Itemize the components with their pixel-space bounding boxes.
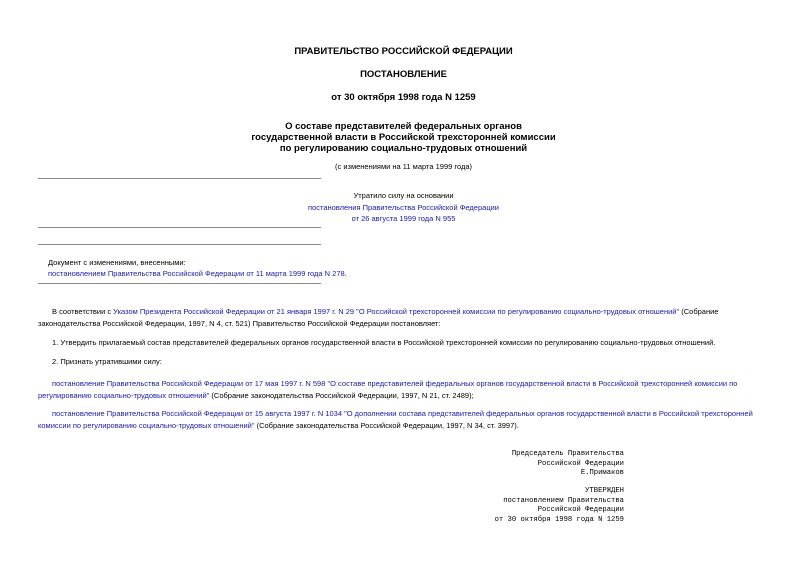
document-title <box>0 121 807 154</box>
title-line-2: государственной власти в Российской трехсторонней комиссии <box>251 132 556 143</box>
repeal-link-date[interactable]: от 26 августа 1999 года N 955 <box>351 214 456 223</box>
repeal-label: Утратило силу на основании <box>353 191 454 200</box>
paragraph-preamble <box>38 306 768 330</box>
divider-line <box>38 227 321 228</box>
preamble-suffix: (Собрание законодательства Российской Федерации, 1997, N 4, ст. 521) Правительство Российской Федерации постановляет: <box>38 307 719 328</box>
changes-block <box>48 257 347 279</box>
signature-country: Российской Федерации <box>537 459 624 468</box>
decree-link[interactable]: Указом Президента Российской Федерации от 21 января 1997 г. N 29 "О Российской трехсторонней комиссии по регулированию социально-трудовых отношений" <box>113 307 680 316</box>
repealed-1-suffix: (Собрание законодательства Российской Федерации, 1997, N 21, ст. 2489); <box>209 391 474 400</box>
approval-block <box>495 487 624 525</box>
document-date-number: от 30 октября 1998 года N 1259 <box>331 92 476 103</box>
repeal-link[interactable]: постановления Правительства Российской Федерации <box>307 202 499 212</box>
approval-by: постановлением Правительства <box>503 496 624 505</box>
signature-name: Е.Примаков <box>580 469 624 477</box>
paragraph-repealed-2 <box>38 408 768 432</box>
government-heading: ПРАВИТЕЛЬСТВО РОССИЙСКОЙ ФЕДЕРАЦИИ <box>294 46 513 57</box>
document-type: ПОСТАНОВЛЕНИЕ <box>360 69 447 80</box>
signature-title: Председатель Правительства <box>511 450 624 458</box>
repealed-resolution-link-2[interactable]: постановление Правительства Российской Федерации от 15 августа 1997 г. N 1034 "О дополнении состава представителей федеральных органов государственной власти в Российской трехсторонней комиссии по регулированию социально-трудовых отношений" <box>38 409 753 430</box>
divider-line <box>38 244 321 245</box>
repeal-notice <box>0 190 807 225</box>
approval-date: от 30 октября 1998 года N 1259 <box>494 515 624 524</box>
paragraph-1: 1. Утвердить прилагаемый состав представителей федеральных органов государственной власти в Российской трехсторонней комиссии по регулированию социально-трудовых отношений. <box>52 338 716 347</box>
title-line-3: по регулированию социально-трудовых отношений <box>279 143 528 154</box>
divider-line <box>38 283 321 284</box>
amendments-note: (с изменениями на 11 марта 1999 года) <box>334 162 473 171</box>
paragraph-repealed-1 <box>38 378 768 402</box>
changes-period: . <box>344 269 347 278</box>
repealed-2-suffix: (Собрание законодательства Российской Федерации, 1997, N 34, ст. 3997). <box>254 421 519 430</box>
title-line-1: О составе представителей федеральных органов <box>285 121 522 132</box>
approval-label: УТВЕРЖДЕН <box>585 487 624 495</box>
divider-line <box>38 178 321 179</box>
signature-block <box>512 450 624 479</box>
changes-link[interactable]: постановлением Правительства Российской Федерации от 11 марта 1999 года N 278 <box>48 269 345 278</box>
repealed-resolution-link-1[interactable]: постановление Правительства Российской Федерации от 17 мая 1997 г. N 598 "О составе представителей федеральных органов государственной власти в Российской трехсторонней комиссии по регулированию социально-трудовых отношений" <box>38 379 738 400</box>
preamble-prefix: В соответствии с <box>52 307 114 316</box>
changes-label: Документ с изменениями, внесенными: <box>48 258 186 267</box>
paragraph-2: 2. Признать утратившими силу: <box>52 357 162 366</box>
approval-country: Российской Федерации <box>537 506 624 514</box>
